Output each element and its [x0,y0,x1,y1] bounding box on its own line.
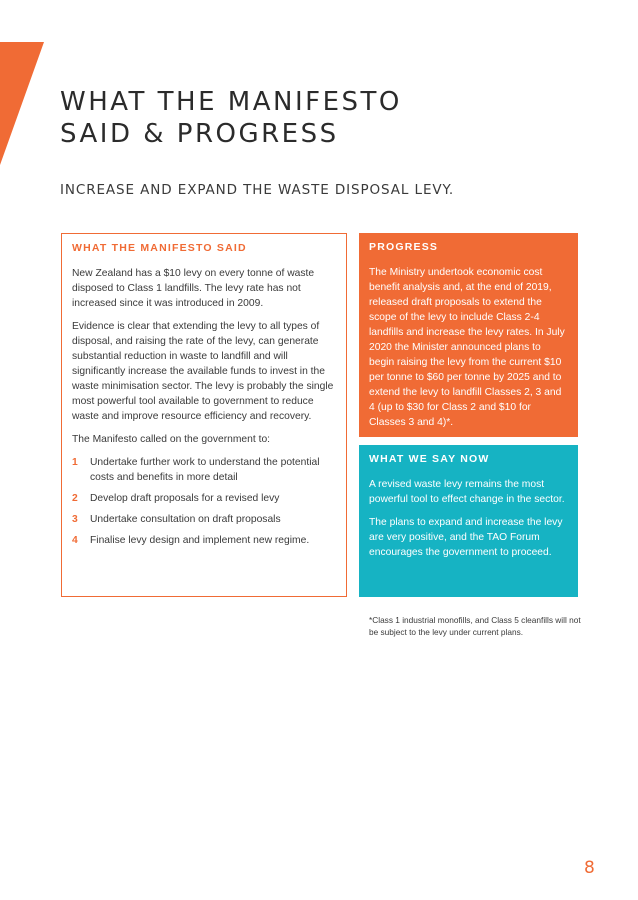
page-title-line: SAID & PROGRESS [60,119,339,149]
manifesto-said-heading: WHAT THE MANIFESTO SAID [72,242,247,254]
page-title [60,86,402,150]
manifesto-paragraph: The Manifesto called on the government to: [72,434,271,445]
step-text: Develop draft proposals for a revised levy [90,493,280,504]
footnote: *Class 1 industrial monofills, and Class 5 cleanfills will not be subject to the levy under current plans. [369,615,581,637]
manifesto-paragraph: New Zealand has a $10 levy on every tonne of waste disposed to Class 1 landfills. The levy rate has not increased since it was introduced in 2009. [72,268,315,309]
corner-accent-shape [0,0,50,170]
step-number: 4 [72,535,78,546]
manifesto-steps-list [72,455,336,548]
step-text: Finalise levy design and implement new regime. [90,535,310,546]
list-item [72,491,336,506]
what-we-say-now-heading: WHAT WE SAY NOW [369,453,490,465]
page-title-line: WHAT THE MANIFESTO [60,87,402,117]
step-number: 2 [72,493,78,504]
what-we-say-now-box [359,445,578,597]
page-subtitle: INCREASE AND EXPAND THE WASTE DISPOSAL LEVY. [60,182,455,198]
step-number: 1 [72,457,78,468]
manifesto-paragraph: Evidence is clear that extending the levy to all types of disposal, and raising the rate of the levy, can generate substantial reduction in waste to landfill and will significantly increase the available funds to invest in the waste minimisation sector. The levy is probably the single most powerful tool available to government to reduce waste and improve resource efficiency and recovery. [72,321,334,422]
list-item [72,512,336,527]
what-we-say-now-paragraph: A revised waste levy remains the most powerful tool to effect change in the sector. [369,479,565,505]
step-text: Undertake further work to understand the potential costs and benefits in more detail [90,457,320,483]
page-number: 8 [584,858,595,878]
progress-paragraph: The Ministry undertook economic cost benefit analysis and, at the end of 2019, released draft proposals to extend the scope of the levy to include Class 2-4 landfills and increase the levy rates. In July 2020 the Minister announced plans to begin raising the levy from the current $10 per tonne to $60 per tonne by 2025 and to extend the levy to landfill Classes 2, 3 and 4 (up to $30 for Class 2 and $10 for Classes 3 and 4)*. [369,267,565,428]
list-item [72,533,336,548]
progress-heading: PROGRESS [369,241,439,253]
list-item [72,455,336,485]
manifesto-said-box [61,233,347,597]
progress-box [359,233,578,437]
step-number: 3 [72,514,78,525]
what-we-say-now-paragraph: The plans to expand and increase the levy are very positive, and the TAO Forum encourages the government to proceed. [369,517,563,558]
step-text: Undertake consultation on draft proposals [90,514,281,525]
